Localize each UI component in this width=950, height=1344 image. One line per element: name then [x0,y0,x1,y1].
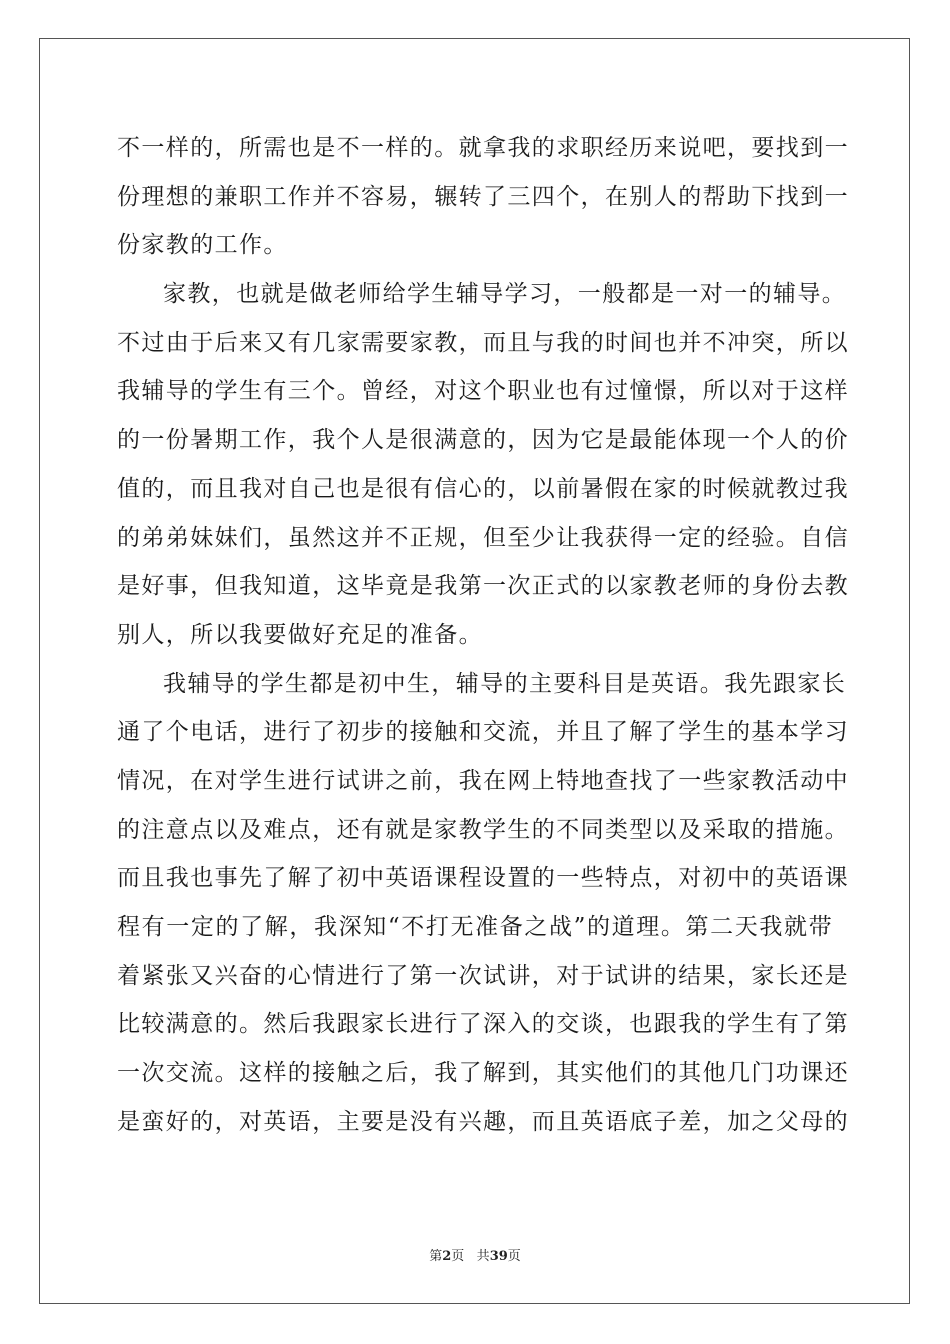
text-line: 而且我也事先了解了初中英语课程设置的一些特点，对初中的英语课 [117,865,849,892]
text-line: 是好事，但我知道，这毕竟是我第一次正式的以家教老师的身份去教 [117,573,849,600]
total-suffix: 页 [507,1249,521,1264]
text-line: 的注意点以及难点，还有就是家教学生的不同类型以及采取的措施。 [117,816,849,843]
text-line: 不一样的，所需也是不一样的。就拿我的求职经历来说吧，要找到一 [117,135,849,161]
text-line: 份理想的兼职工作并不容易，辗转了三四个，在别人的帮助下找到一 [117,183,849,210]
page-number: 2 [442,1249,452,1264]
page-footer [0,1245,950,1264]
text-line: 的一份暑期工作，我个人是很满意的，因为它是最能体现一个人的价 [117,427,849,454]
text-line: 通了个电话，进行了初步的接触和交流，并且了解了学生的基本学习 [117,719,849,746]
total-prefix: 共 [476,1249,490,1264]
paragraph-first-line: 我辅导的学生都是初中生，辅导的主要科目是英语。我先跟家长 [163,670,847,697]
text-line: 别人，所以我要做好充足的准备。 [117,621,483,648]
text-line: 是蛮好的，对英语，主要是没有兴趣，而且英语底子差，加之父母的 [117,1108,849,1135]
text-line: 着紧张又兴奋的心情进行了第一次试讲，对于试讲的结果，家长还是 [117,962,849,989]
text-line: 情况，在对学生进行试讲之前，我在网上特地查找了一些家教活动中 [117,767,849,794]
text-line: 值的，而且我对自己也是很有信心的，以前暑假在家的时候就教过我 [117,475,849,502]
text-line: 的弟弟妹妹们，虽然这并不正规，但至少让我获得一定的经验。自信 [117,524,849,551]
page-prefix: 第 [429,1249,443,1264]
text-line: 不过由于后来又有几家需要家教，而且与我的时间也并不冲突，所以 [117,329,849,356]
total-pages: 39 [489,1249,508,1264]
text-line: 程有一定的了解，我深知“不打无准备之战”的道理。第二天我就带 [117,914,833,940]
text-line: 我辅导的学生有三个。曾经，对这个职业也有过憧憬，所以对于这样 [117,378,849,405]
text-line: 一次交流。这样的接触之后，我了解到，其实他们的其他几门功课还 [117,1060,849,1087]
document-body [117,124,849,1146]
page-suffix: 页 [451,1249,465,1264]
paragraph-first-line: 家教，也就是做老师给学生辅导学习，一般都是一对一的辅导。 [163,281,847,308]
text-line: 份家教的工作。 [117,232,288,259]
text-line: 比较满意的。然后我跟家长进行了深入的交谈，也跟我的学生有了第 [117,1011,849,1038]
